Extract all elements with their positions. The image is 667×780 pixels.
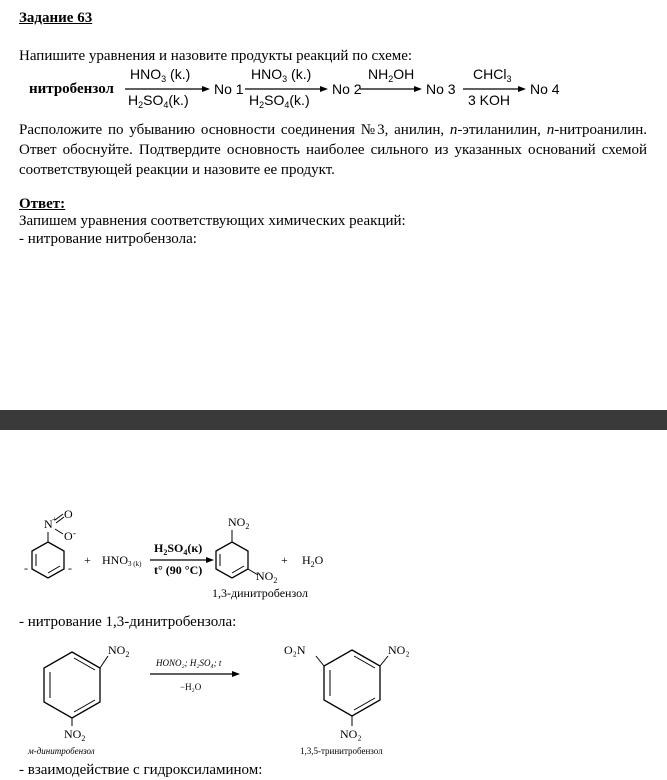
scheme-arrow2-above: $HNO_3$ (k.) — [251, 66, 312, 84]
task-title: Задание 63 — [19, 10, 93, 26]
reaction2-product-no2-left: O₂N — [284, 643, 306, 657]
nitro-o2-atom: O — [64, 529, 73, 543]
answer-step2: - нитрование 1,3-динитробензола: — [19, 614, 237, 630]
scheme-start: нитробензол — [29, 81, 114, 97]
scheme-arrow4-above: CHCl$_3$ — [473, 66, 512, 84]
reaction2-reactant-ring — [44, 652, 100, 718]
reaction1-diagram — [0, 500, 667, 610]
reagent-hno3: HNO3 (k) — [102, 553, 142, 568]
task-paragraph: Расположите по убыванию основности соединения №3, анилин, п-этиланилин, п-нитроанилин. Ответ обоснуйте. Подтвердите основность наиболее сильного из указанных оснований схемой соответствующей реакции и назовите ее продукт. — [19, 122, 647, 178]
nitro-o1-atom: O — [64, 507, 73, 521]
scheme-product-3: No 3 — [426, 81, 456, 97]
nitro-plus-charge: + — [52, 515, 57, 524]
answer-step1: - нитрование нитробензола: — [19, 231, 197, 247]
reaction2-diagram — [0, 630, 667, 762]
answer-heading: Ответ: — [19, 196, 66, 212]
nitro-minus-charge: - — [73, 528, 76, 538]
reaction2-product-no2-right: NO₂ — [388, 643, 410, 657]
reaction2-product-ring — [324, 650, 380, 716]
scheme-arrow1-above: $HNO_3$ (k.) — [130, 66, 191, 84]
scheme-arrow1-below: $H_2SO_4(k.)$ — [128, 92, 189, 110]
plus-sign-2: + — [281, 553, 288, 567]
ring-dash-left: - — [24, 561, 28, 575]
scheme-arrow3-above: $NH_2OH$ — [368, 66, 415, 84]
reaction-scheme — [0, 64, 667, 112]
reaction2-reactant-no2-top: $NO_2$ — [108, 643, 130, 659]
reaction2-reactant-name: м-динитробензол — [28, 746, 95, 756]
scheme-product-2: No 2 — [332, 81, 362, 97]
reaction1-condition-above: $H_2SO_4(к)$ — [154, 541, 203, 557]
plus-sign-1: + — [84, 553, 91, 567]
task-instruction: Напишите уравнения и назовите продукты реакций по схеме: — [19, 48, 413, 64]
reaction1-product-name: 1,3-динитробензол — [212, 586, 308, 600]
reaction2-condition-below: −H₂O — [180, 682, 202, 692]
answer-intro: Запишем уравнения соответствующих химических реакций: — [19, 213, 406, 229]
reaction1-condition-below: t° (90 °C) — [154, 563, 203, 577]
nitro-n-atom: N — [44, 517, 53, 531]
page-separator — [0, 410, 667, 430]
product-no2-bottom: $NO_2$ — [256, 569, 278, 585]
product-no2-top: $NO_2$ — [228, 515, 250, 531]
reaction2-reactant-no2-bottom: $NO_2$ — [64, 727, 86, 743]
answer-step3: - взаимодействие с гидроксиламином: — [19, 762, 263, 778]
reaction2-product-name: 1,3,5-тринитробензол — [300, 746, 383, 756]
reaction2-product-no2-bottom: NO₂ — [340, 727, 362, 741]
scheme-arrow2-below: $H_2SO_4(k.)$ — [249, 92, 310, 110]
scheme-product-1: No 1 — [214, 81, 244, 97]
ring-dash-right: - — [68, 561, 72, 575]
product-water: $H_2O$ — [302, 553, 324, 569]
scheme-arrow4-below: 3 KOH — [468, 92, 511, 108]
scheme-product-4: No 4 — [530, 81, 560, 97]
reaction2-condition-above: HONO₂; H₂SO₄; t — [156, 658, 222, 668]
